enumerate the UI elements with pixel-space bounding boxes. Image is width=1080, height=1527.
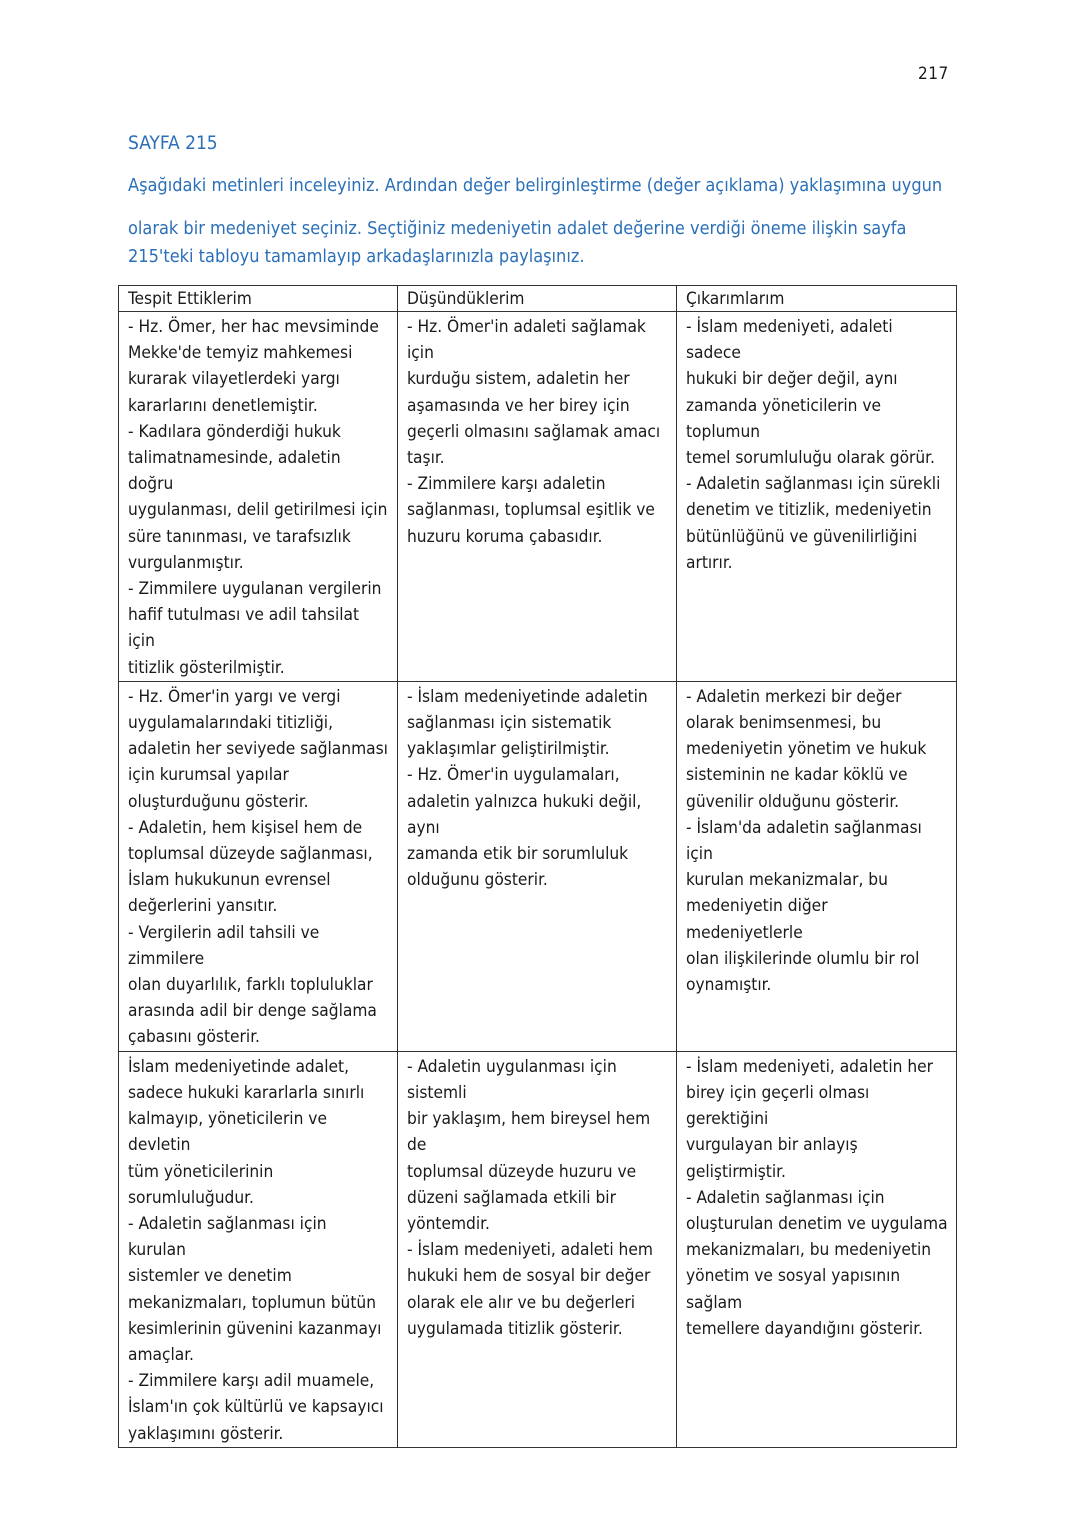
table-cell: - İslam medeniyetinde adaletin sağlanması için sistematik yaklaşımlar geliştirilmiştir. - Hz. Ömer'in uygulamaları, adaletin yalnızca hukuki değil, aynı zamanda etik bir sorumluluk olduğunu gösterir. <box>398 681 677 1051</box>
header-cikarimlarim: Çıkarımlarım <box>677 286 957 312</box>
table-cell: - İslam medeniyeti, adaletin her birey için geçerli olması gerektiğini vurgulayan bir anlayış geliştirmiştir. - Adaletin sağlanması için oluşturulan denetim ve uygulama mekanizmaları, bu medeniyetin yönetim ve sosyal yapısının sağlam temellere dayandığını gösterir. <box>677 1051 957 1447</box>
table-header-row <box>119 286 957 312</box>
table-cell: - İslam medeniyeti, adaleti sadece hukuki bir değer değil, aynı zamanda yöneticilerin ve toplumun temel sorumluluğu olarak görür. - Adaletin sağlanması için sürekli denetim ve titizlik, medeniyetin bütünlüğünü ve güvenilirliğini artırır. <box>677 312 957 682</box>
page-heading: SAYFA 215 <box>128 132 218 154</box>
instruction-text-line-2: olarak bir medeniyet seçiniz. Seçtiğiniz medeniyetin adalet değerine verdiği öneme ilişkin sayfa 215'teki tabloyu tamamlayıp arkadaşlarınızla paylaşınız. <box>128 218 907 267</box>
instruction-text-line-1: Aşağıdaki metinleri inceleyiniz. Ardından değer belirginleştirme (değer açıklama) yaklaşımına uygun <box>128 175 943 196</box>
table-row <box>119 312 957 682</box>
table-cell: - Hz. Ömer, her hac mevsiminde Mekke'de temyiz mahkemesi kurarak vilayetlerdeki yargı kararlarını denetlemiştir. - Kadılara gönderdiği hukuk talimatnamesinde, adaletin doğru uygulanması, delil getirilmesi için süre tanınması, ve tarafsızlık vurgulanmıştır. - Zimmilere uygulanan vergilerin hafif tutulması ve adil tahsilat için titizlik gösterilmiştir. <box>119 312 398 682</box>
values-table <box>118 285 957 1448</box>
table-cell: - Adaletin uygulanması için sistemli bir yaklaşım, hem bireysel hem de toplumsal düzeyde huzuru ve düzeni sağlamada etkili bir yöntemdir. - İslam medeniyeti, adaleti hem hukuki hem de sosyal bir değer olarak ele alır ve bu değerleri uygulamada titizlik gösterir. <box>398 1051 677 1447</box>
table-cell: - Adaletin merkezi bir değer olarak benimsenmesi, bu medeniyetin yönetim ve hukuk sisteminin ne kadar köklü ve güvenilir olduğunu gösterir. - İslam'da adaletin sağlanması için kurulan mekanizmalar, bu medeniyetin diğer medeniyetlerle olan ilişkilerinde olumlu bir rol oynamıştır. <box>677 681 957 1051</box>
table-cell: İslam medeniyetinde adalet, sadece hukuki kararlarla sınırlı kalmayıp, yöneticilerin ve devletin tüm yöneticilerinin sorumluluğudur. - Adaletin sağlanması için kurulan sistemler ve denetim mekanizmaları, toplumun bütün kesimlerinin güvenini kazanmayı amaçlar. - Zimmilere karşı adil muamele, İslam'ın çok kültürlü ve kapsayıcı yaklaşımını gösterir. <box>119 1051 398 1447</box>
header-dusunduklerim: Düşündüklerim <box>398 286 677 312</box>
page-number: 217 <box>918 64 949 84</box>
table-row <box>119 1051 957 1447</box>
header-tespit-ettiklerim: Tespit Ettiklerim <box>119 286 398 312</box>
table-cell: - Hz. Ömer'in adaleti sağlamak için kurduğu sistem, adaletin her aşamasında ve her birey için geçerli olmasını sağlamak amacı taşır. - Zimmilere karşı adaletin sağlanması, toplumsal eşitlik ve huzuru koruma çabasıdır. <box>398 312 677 682</box>
table-cell: - Hz. Ömer'in yargı ve vergi uygulamalarındaki titizliği, adaletin her seviyede sağlanması için kurumsal yapılar oluşturduğunu gösterir. - Adaletin, hem kişisel hem de toplumsal düzeyde sağlanması, İslam hukukunun evrensel değerlerini yansıtır. - Vergilerin adil tahsili ve zimmilere olan duyarlılık, farklı topluluklar arasında adil bir denge sağlama çabasını gösterir. <box>119 681 398 1051</box>
table-row <box>119 681 957 1051</box>
